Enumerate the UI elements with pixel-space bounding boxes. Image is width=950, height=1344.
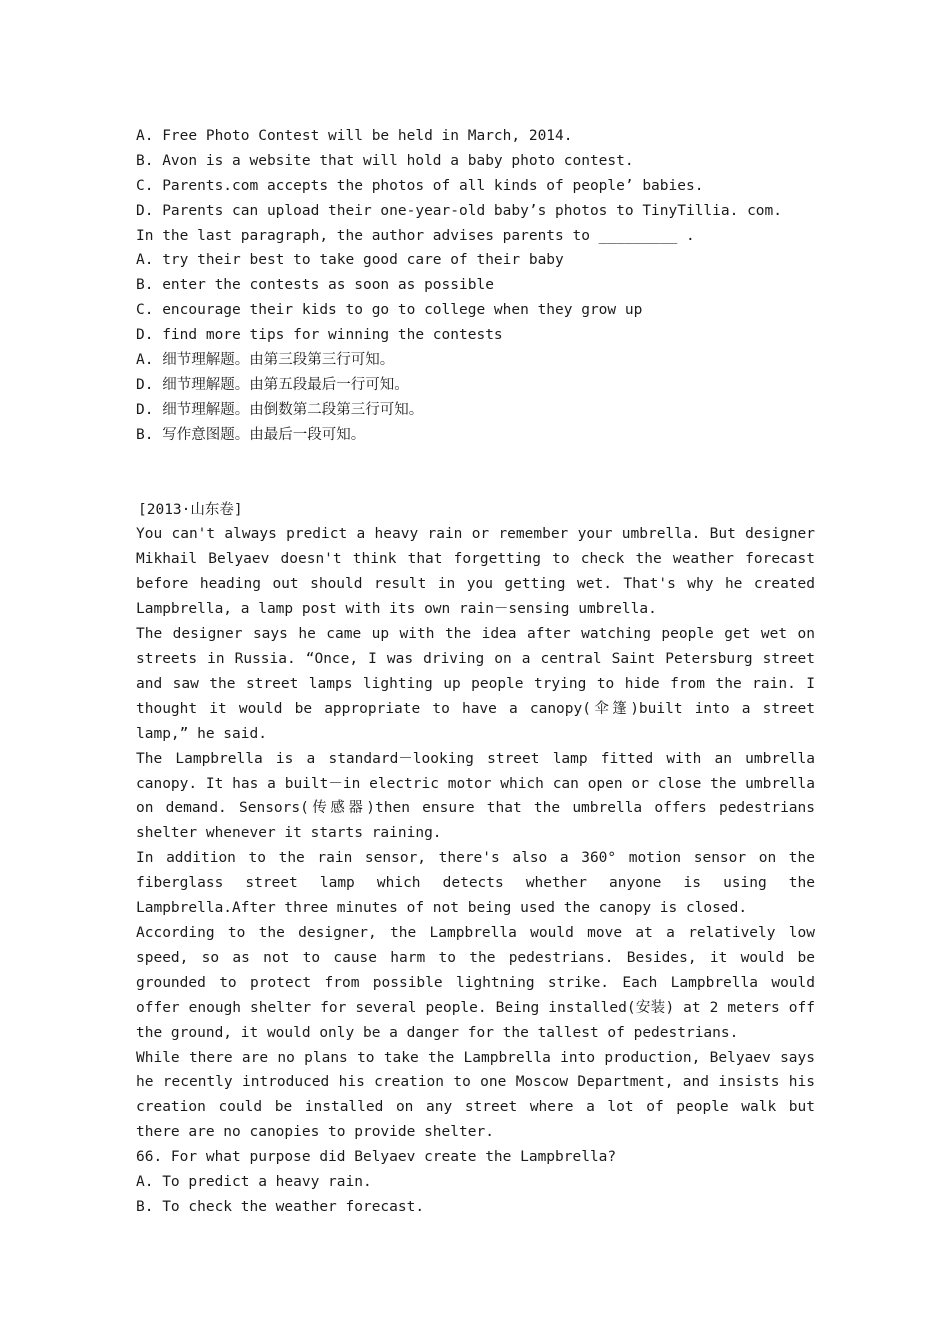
option-a: A. To predict a heavy rain. — [136, 1174, 372, 1191]
option-b: B. Avon is a website that will hold a baby photo contest. — [136, 152, 634, 169]
option-b: B. To check the weather forecast. — [136, 1198, 425, 1215]
option-c: C. Parents.com accepts the photos of all kinds of people’ babies. — [136, 177, 704, 194]
answer-2: D. 细节理解题。由第五段最后一行可知。 — [136, 376, 409, 393]
paragraph-3: The Lampbrella is a standard－looking street lamp fitted with an umbrella canopy. It has a built－in electric motor which can open or close the umbrella on demand. Sensors(传感器)then ensure that the umbrella offers pedestrians shelter whenever it starts raining. — [136, 750, 815, 842]
option-b: B. enter the contests as soon as possible — [136, 277, 494, 294]
paragraph-6: While there are no plans to take the Lampbrella into production, Belyaev says he recently introduced his creation to one Moscow Department, and insists his creation could be installed on any street where a lot of people walk but there are no canopies to provide shelter. — [136, 1049, 815, 1141]
previous-question-options — [136, 124, 815, 224]
option-d: D. Parents can upload their one-year-old baby’s photos to TinyTillia. com. — [136, 202, 783, 219]
answer-1: A. 细节理解题。由第三段第三行可知。 — [136, 352, 395, 369]
paragraph-2: The designer says he came up with the idea after watching people get wet on streets in Russia. “Once, I was driving on a central Saint Petersburg street and saw the street lamps lighting up people trying to hide from the rain. I thought it would be appropriate to have a canopy(伞篷)built into a street lamp,” he said. — [136, 626, 815, 742]
question-66-options — [136, 1170, 815, 1220]
reading-passage — [136, 522, 815, 1145]
paragraph-1: You can't always predict a heavy rain or remember your umbrella. But designer Mikhail Belyaev doesn't think that forgetting to check the weather forecast before heading out should result in you getting wet. That's why he created Lampbrella, a lamp post with its own rain－sensing umbrella. — [136, 526, 815, 618]
paragraph-5: According to the designer, the Lampbrella would move at a relatively low speed, so as not to cause harm to the pedestrians. Besides, it would be grounded to protect from possible lightning strike. Each Lampbrella would offer enough shelter for several people. Being installed(安装) at 2 meters off the ground, it would only be a danger for the tallest of pedestrians. — [136, 924, 815, 1041]
paragraph-4: In addition to the rain sensor, there's also a 360° motion sensor on the fiberglass street lamp which detects whether anyone is using the Lampbrella.After three minutes of not being used the canopy is closed. — [136, 850, 815, 917]
document-page — [136, 124, 815, 1220]
option-c: C. encourage their kids to go to college when they grow up — [136, 302, 643, 319]
answer-4: B. 写作意图题。由最后一段可知。 — [136, 426, 366, 443]
answer-key — [136, 348, 815, 448]
option-a: A. Free Photo Contest will be held in March, 2014. — [136, 128, 573, 144]
option-a: A. try their best to take good care of their baby — [136, 252, 564, 269]
question-66: 66. For what purpose did Belyaev create the Lampbrella? — [136, 1149, 617, 1166]
source-label: [2013·山东卷] — [138, 501, 243, 518]
question-last-paragraph: In the last paragraph, the author advises parents to _________ . — [136, 227, 695, 244]
option-d: D. find more tips for winning the contests — [136, 327, 503, 344]
answer-3: D. 细节理解题。由倒数第二段第三行可知。 — [136, 401, 424, 418]
question-options — [136, 248, 815, 348]
